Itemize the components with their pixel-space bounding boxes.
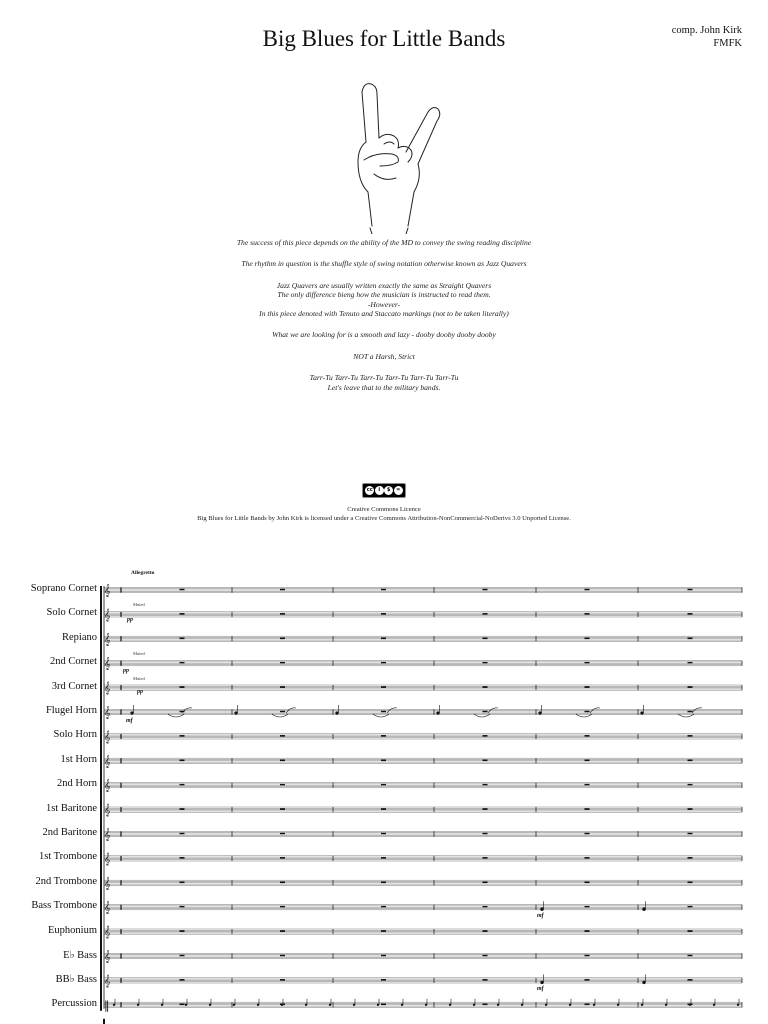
rest-mark [483, 613, 488, 615]
dynamic-marking: mf [537, 986, 544, 993]
rest-mark [180, 882, 185, 884]
clef-icon: 𝄞 [104, 974, 111, 988]
rest-mark [688, 662, 693, 664]
rest-mark [483, 833, 488, 835]
rest-mark [280, 882, 285, 884]
rest-mark [585, 882, 590, 884]
clef-icon: 𝄞 [104, 706, 111, 719]
clef-icon: 𝄞 [104, 584, 111, 597]
note-line: What we are looking for is a smooth and lazy - dooby dooby dooby dooby [272, 330, 496, 340]
rest-mark [483, 955, 488, 957]
cc-icon: cc [366, 487, 373, 493]
rest-mark [381, 979, 386, 981]
rest-mark [381, 906, 386, 908]
instrument-label: BB♭ Bass [55, 974, 97, 986]
rest-mark [585, 857, 590, 859]
rest-mark [180, 735, 185, 737]
instrument-label: 2nd Baritone [42, 827, 97, 838]
clef-icon: 𝄞 [104, 803, 111, 817]
clef-icon: 𝄞 [104, 608, 111, 622]
rest-mark [180, 955, 185, 957]
dynamic-marking: mf [537, 913, 544, 920]
rest-mark [688, 882, 693, 884]
instrument-label: Bass Trombone [31, 900, 97, 912]
percussion-notehead [521, 1004, 523, 1006]
rest-mark [381, 930, 386, 932]
percussion-notehead [137, 1004, 139, 1006]
rest-mark [280, 638, 285, 640]
rest-mark [280, 857, 285, 859]
note-head [538, 711, 541, 714]
rest-mark [180, 906, 185, 908]
note-line: NOT a Harsh, Strict [353, 351, 415, 361]
percussion-notehead [569, 1004, 571, 1006]
percussion-notehead [689, 1004, 691, 1006]
percussion-notehead [617, 1004, 619, 1006]
rest-mark [483, 882, 488, 884]
clef-icon: ‖ [104, 998, 110, 1012]
clef-icon: 𝄞 [104, 754, 111, 768]
rest-mark [483, 711, 488, 713]
tie-slur [590, 708, 600, 713]
rest-mark [688, 857, 693, 859]
instrument-label: 3rd Cornet [51, 680, 97, 692]
rest-mark [280, 930, 285, 932]
tie-slur [286, 708, 296, 713]
nd-icon: = [394, 486, 403, 495]
instrument-label: Solo Cornet [46, 607, 97, 619]
instrument-label: E♭ Bass [63, 950, 97, 961]
rest-mark [688, 638, 693, 640]
rest-mark [180, 662, 185, 664]
instrument-label: 2nd Cornet [50, 656, 97, 668]
rest-mark [381, 662, 386, 664]
composer-name: comp. John Kirk [671, 25, 742, 36]
rest-mark [180, 760, 185, 762]
rest-mark [381, 760, 386, 762]
rest-mark [180, 979, 185, 981]
rest-mark [688, 930, 693, 932]
muted-marking: Muted [133, 651, 145, 657]
rest-mark [688, 979, 693, 981]
percussion-notehead [113, 1004, 115, 1006]
rest-mark [483, 784, 488, 786]
rest-mark [280, 760, 285, 762]
by-icon: i [375, 486, 384, 495]
rest-mark [381, 1004, 386, 1006]
rest-mark [483, 979, 488, 981]
rest-mark [585, 808, 590, 810]
rest-mark [280, 979, 285, 981]
percussion-notehead [425, 1004, 427, 1006]
tempo-marking: Allegretto [131, 570, 155, 576]
note-line: The rhythm in question is the shuffle style of swing notation otherwise known as Jazz Quavers [241, 259, 527, 269]
rest-mark [180, 1004, 185, 1006]
rest-mark [180, 833, 185, 835]
rest-mark [688, 613, 693, 615]
rest-mark [280, 686, 285, 688]
rest-mark [585, 760, 590, 762]
percussion-notehead [593, 1004, 595, 1006]
note-head [130, 711, 133, 714]
instrument-label: Repiano [62, 631, 97, 643]
percussion-notehead [473, 1004, 475, 1006]
rest-mark [688, 833, 693, 835]
rest-mark [381, 833, 386, 835]
rest-mark [688, 760, 693, 762]
tie-slur [387, 708, 397, 713]
rest-mark [180, 857, 185, 859]
clef-icon: 𝄞 [104, 925, 111, 939]
rest-mark [585, 686, 590, 688]
tie-slur [692, 708, 702, 713]
rest-mark [280, 833, 285, 835]
rest-mark [585, 784, 590, 786]
instrument-label: Flugel Horn [45, 705, 97, 716]
rest-mark [180, 686, 185, 688]
score-title: Big Blues for Little Bands [262, 26, 506, 51]
rest-mark [180, 808, 185, 810]
percussion-notehead [209, 1004, 211, 1006]
rest-mark [280, 711, 285, 713]
clef-icon: 𝄞 [104, 852, 111, 866]
rest-mark [180, 638, 185, 640]
percussion-notehead [233, 1004, 235, 1006]
percussion-notehead [545, 1004, 547, 1006]
instrument-label: Soprano Cornet [30, 583, 97, 594]
note-line: The success of this piece depends on the ability of the MD to convey the swing reading discipline [236, 238, 532, 247]
percussion-notehead [185, 1004, 187, 1006]
rest-mark [688, 711, 693, 713]
percussion-notehead [713, 1004, 715, 1006]
rest-mark [483, 589, 488, 591]
clef-icon: 𝄞 [104, 657, 111, 671]
rest-mark [688, 955, 693, 957]
licence-heading: Creative Commons Licence [347, 506, 421, 513]
clef-icon: 𝄞 [104, 876, 111, 890]
rest-mark [688, 784, 693, 786]
dynamic-marking: mf [126, 718, 133, 724]
rest-mark [280, 613, 285, 615]
rest-mark [180, 613, 185, 615]
rest-mark [585, 930, 590, 932]
rest-mark [280, 955, 285, 957]
rest-mark [381, 711, 386, 713]
note-head [436, 711, 439, 714]
clef-icon: 𝄞 [104, 901, 111, 915]
note-head [642, 981, 645, 984]
percussion-notehead [641, 1004, 643, 1006]
rest-mark [483, 735, 488, 737]
rest-mark [280, 808, 285, 810]
rest-mark [381, 638, 386, 640]
rest-mark [483, 760, 488, 762]
rest-mark [381, 686, 386, 688]
rest-mark [483, 638, 488, 640]
rest-mark [280, 662, 285, 664]
nc-icon: $ [384, 486, 393, 495]
instrument-label: Euphonium [48, 924, 97, 936]
note-line: In this piece denoted with Tenuto and Staccato markings (not to be taken literally) [259, 309, 509, 319]
note-head [640, 711, 643, 714]
rest-mark [381, 735, 386, 737]
percussion-notehead [257, 1004, 259, 1006]
note-head [540, 981, 543, 984]
clef-icon: 𝄞 [104, 828, 111, 841]
rest-mark [585, 1004, 590, 1006]
rest-mark [585, 833, 590, 835]
rest-mark [688, 686, 693, 688]
instrument-label: 1st Baritone [45, 802, 97, 814]
instrument-label: 2nd Horn [57, 778, 97, 790]
note-head [642, 908, 645, 911]
rest-mark [585, 662, 590, 664]
clef-icon: 𝄞 [104, 950, 111, 963]
percussion-notehead [737, 1004, 739, 1006]
rest-mark [483, 1004, 488, 1006]
rest-mark [381, 784, 386, 786]
licence-text: Big Blues for Little Bands by John Kirk is licensed under a Creative Commons Attribution-NonCommercial-NoDerivs 3.0 Unported License. [197, 515, 571, 522]
rest-mark [280, 589, 285, 591]
rest-mark [483, 906, 488, 908]
percussion-notehead [449, 1004, 451, 1006]
rest-mark [483, 808, 488, 810]
tie-slur [488, 708, 498, 713]
instrument-label: 1st Trombone [38, 851, 97, 863]
percussion-notehead [353, 1004, 355, 1006]
note-line: -However- [367, 299, 401, 309]
rest-mark [585, 955, 590, 957]
rest-mark [585, 979, 590, 981]
clef-icon: 𝄞 [104, 681, 111, 695]
rest-mark [688, 589, 693, 591]
clef-icon: 𝄞 [104, 632, 111, 646]
rest-mark [280, 735, 285, 737]
note-head [234, 711, 237, 714]
dynamic-marking: pp [127, 617, 133, 624]
percussion-notehead [305, 1004, 307, 1006]
note-line: The only difference bieng how the musician is instructed to read them. [277, 290, 491, 300]
rest-mark [688, 735, 693, 737]
rest-mark [483, 857, 488, 859]
rest-mark [483, 930, 488, 932]
rest-mark [381, 857, 386, 859]
rest-mark [381, 882, 386, 884]
instrument-label: 2nd Trombone [35, 875, 97, 887]
clef-icon: 𝄞 [104, 779, 111, 793]
rest-mark [381, 613, 386, 615]
rest-mark [180, 589, 185, 591]
rest-mark [585, 589, 590, 591]
instrument-label: Solo Horn [53, 729, 97, 741]
percussion-notehead [401, 1004, 403, 1006]
rest-mark [688, 808, 693, 810]
rest-mark [483, 686, 488, 688]
percussion-notehead [497, 1004, 499, 1006]
note-line: Jazz Quavers are usually written exactly the same as Straight Quavers [276, 280, 492, 290]
muted-marking: Muted [133, 675, 145, 681]
instrument-label: Percussion [51, 997, 97, 1009]
clef-icon: 𝄞 [104, 730, 111, 744]
percussion-notehead [665, 1004, 667, 1006]
percussion-notehead [377, 1004, 379, 1006]
dynamic-marking: pp [137, 688, 143, 695]
rest-mark [180, 784, 185, 786]
note-line: Tarr-Tu Tarr-Tu Tarr-Tu Tarr-Tu Tarr-Tu Tarr-Tu [309, 373, 459, 383]
rest-mark [585, 613, 590, 615]
rest-mark [585, 711, 590, 713]
rest-mark [381, 808, 386, 810]
rest-mark [585, 638, 590, 640]
rest-mark [381, 589, 386, 591]
percussion-notehead [329, 1004, 331, 1006]
note-head [335, 711, 338, 714]
rest-mark [180, 930, 185, 932]
rest-mark [381, 955, 386, 957]
muted-marking: Muted [133, 602, 145, 608]
composer-org: FMFK [713, 38, 742, 49]
instrument-label: 1st Horn [60, 753, 97, 765]
rest-mark [483, 662, 488, 664]
percussion-notehead [161, 1004, 163, 1006]
rest-mark [688, 906, 693, 908]
rest-mark [585, 735, 590, 737]
percussion-notehead [281, 1004, 283, 1006]
dynamic-marking: pp [123, 668, 129, 675]
note-line: Let's leave that to the military bands. [327, 382, 441, 392]
rest-mark [280, 906, 285, 908]
rest-mark [585, 906, 590, 908]
rest-mark [280, 784, 285, 786]
note-head [540, 908, 543, 911]
